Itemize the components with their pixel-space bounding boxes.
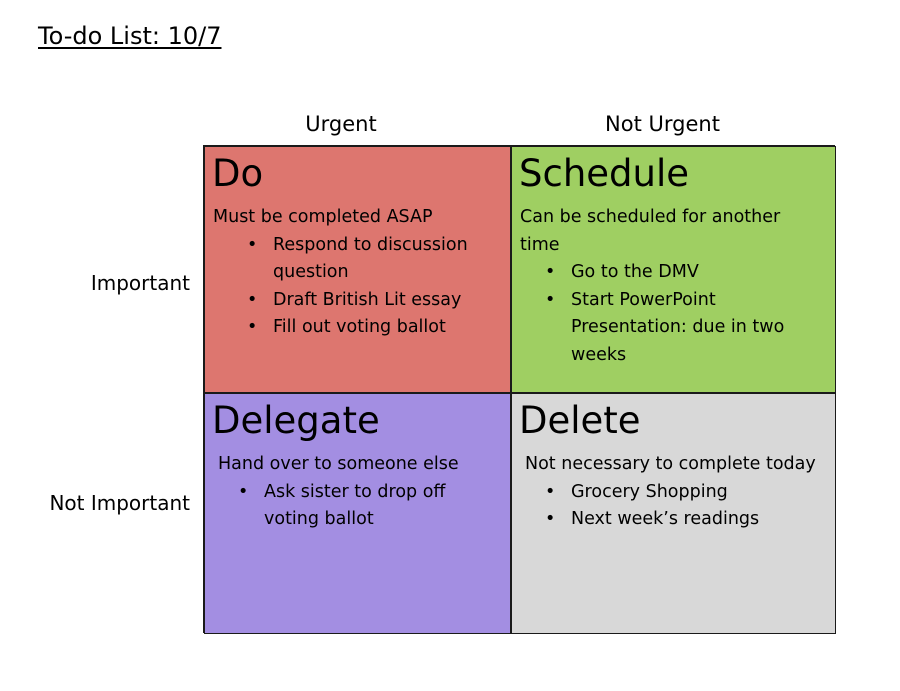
task-list: [264, 479, 494, 534]
page-title: To-do List: 10/7: [38, 22, 222, 50]
quadrant-description: Not necessary to complete today: [525, 454, 816, 474]
task-item: • Ask sister to drop off voting ballot: [264, 479, 494, 534]
quadrant-title: Delegate: [212, 399, 380, 442]
task-list: [571, 479, 821, 534]
quadrant-title: Delete: [519, 399, 641, 442]
row-header-important: Important: [90, 271, 190, 295]
task-item: • Next week’s readings: [571, 506, 821, 534]
task-item: • Respond to discussion question: [273, 232, 498, 287]
task-item: • Go to the DMV: [571, 259, 811, 287]
task-item: • Draft British Lit essay: [273, 287, 498, 315]
column-header-not-urgent: Not Urgent: [605, 112, 720, 136]
quadrant-title: Do: [212, 152, 264, 195]
task-item: • Start PowerPoint Presentation: due in two weeks: [571, 287, 811, 370]
task-list: [571, 259, 811, 369]
column-header-urgent: Urgent: [305, 112, 377, 136]
quadrant-do: [204, 146, 511, 393]
quadrant-delegate: [204, 393, 511, 634]
row-header-not-important: Not Important: [49, 491, 190, 515]
quadrant-description: Hand over to someone else: [218, 454, 459, 474]
task-list: [273, 232, 498, 342]
quadrant-description: Must be completed ASAP: [213, 207, 433, 227]
quadrant-description: Can be scheduled for another time: [520, 207, 781, 255]
quadrant-schedule: [511, 146, 836, 393]
task-item: • Grocery Shopping: [571, 479, 821, 507]
task-item: • Fill out voting ballot: [273, 314, 498, 342]
quadrant-title: Schedule: [519, 152, 690, 195]
eisenhower-matrix: [203, 145, 835, 633]
quadrant-delete: [511, 393, 836, 634]
